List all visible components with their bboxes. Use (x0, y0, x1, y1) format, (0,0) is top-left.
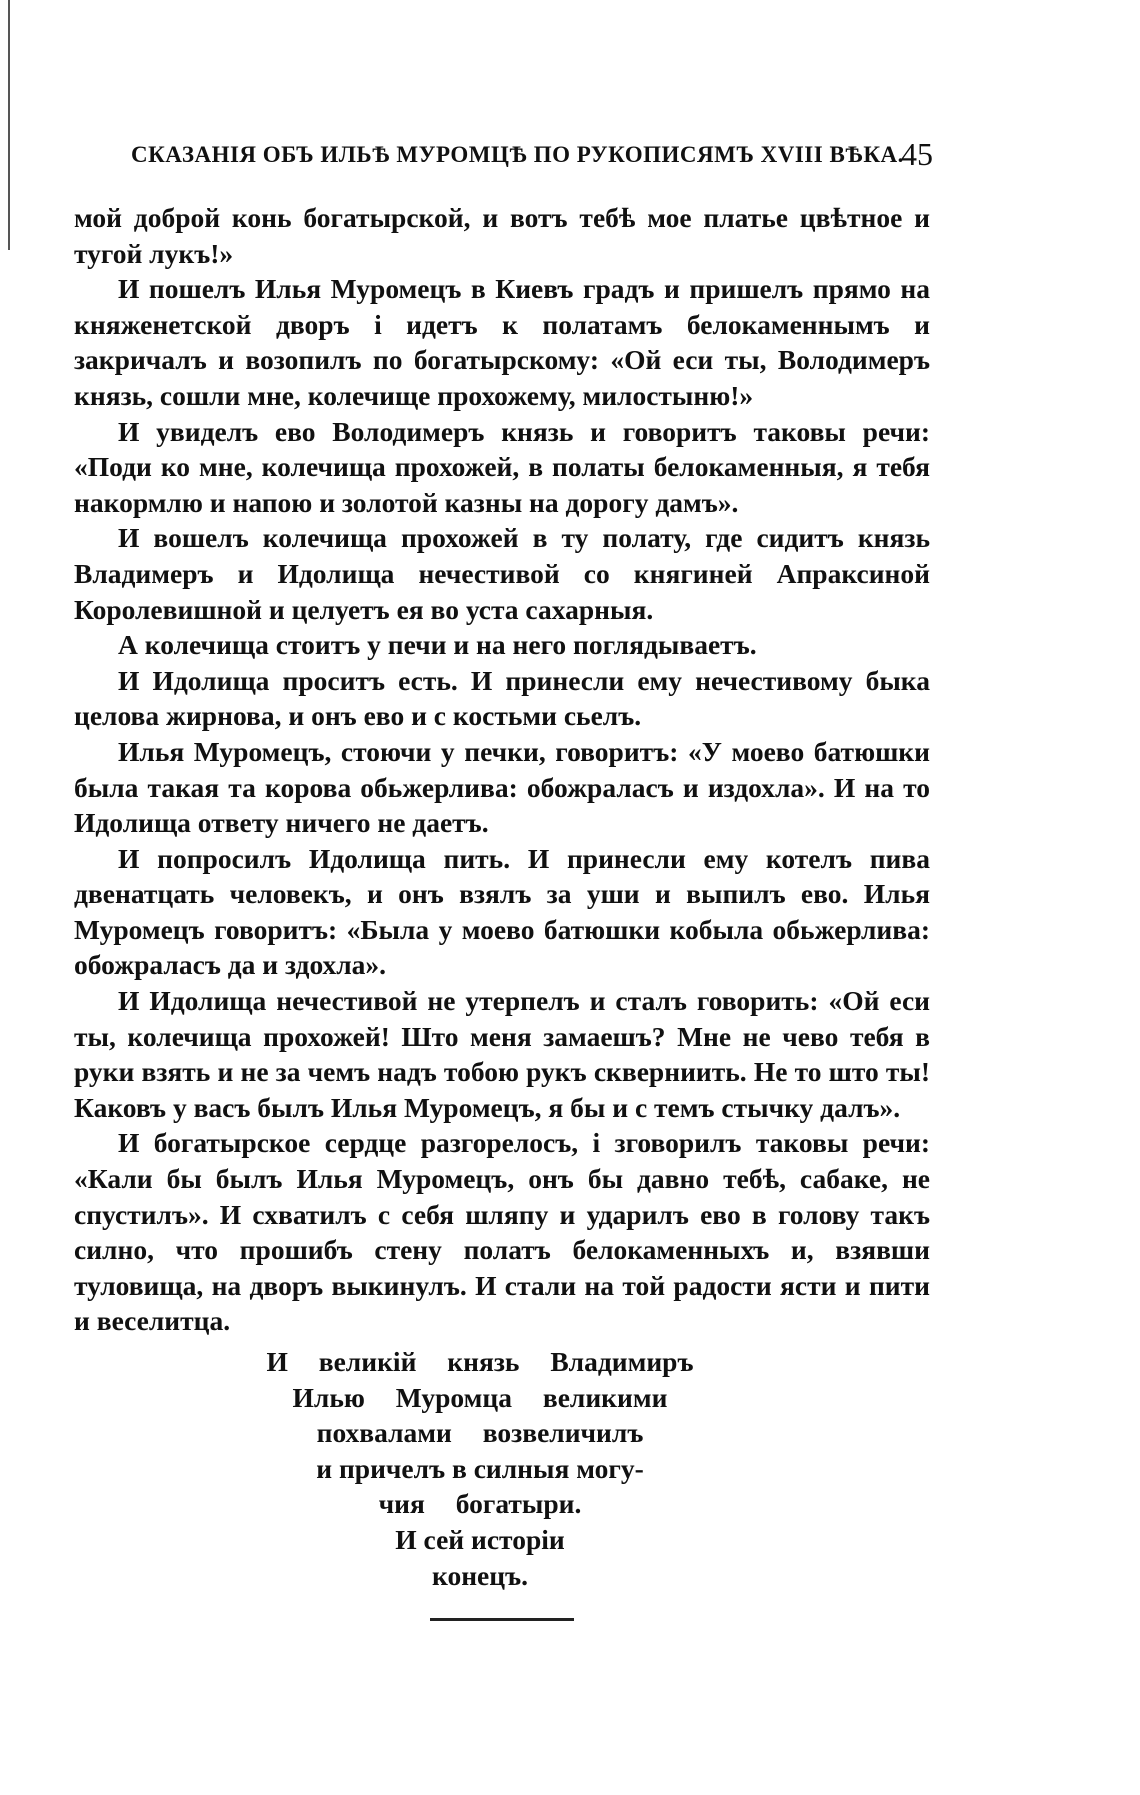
body-text (74, 200, 930, 1339)
end-rule (430, 1618, 574, 1621)
paragraph: И увиделъ ево Володимеръ князь и говоритъ таковы речи: «Поди ко мне, колечища прохожей, в полаты белокаменныя, я тебя накормлю и напою и золотой казны на дорогу дамъ». (74, 415, 930, 518)
paragraph: И Идолища проситъ есть. И принесли ему нечестивому быка целова жирнова, и онъ ево и с костьми сьелъ. (74, 664, 930, 732)
paragraph: И Идолища нечестивой не утерпелъ и сталъ говорить: «Ой еси ты, колечища прохожей! Што меня замаешъ? Мне не чево тебя в руки взять и не за чемъ надъ тобою рукъ скверниить. Не то што ты! Каковъ у васъ былъ Илья Муромецъ, я бы и с темъ стычку далъ». (74, 985, 930, 1123)
ending-line: конецъ. (431, 1559, 529, 1591)
ending-line: похвалами возвеличилъ (316, 1417, 644, 1449)
page-header (131, 136, 931, 176)
paragraph: И вошелъ колечища прохожей в ту полату, где сидитъ князь Владимеръ и Идолища нечестивой со княгиней Апраксиной Королевишной и целуетъ ея во уста сахарныя. (74, 522, 930, 625)
ending-line: чия богатыри. (378, 1488, 582, 1520)
running-title: СКАЗАНІЯ ОБЪ ИЛЬѢ МУРОМЦѢ ПО РУКОПИСЯМЪ XVIII ВѢКА. (131, 142, 904, 167)
page-number: 45 (901, 136, 933, 172)
ending-line: И великій князь Владимиръ (266, 1346, 694, 1377)
paragraph: И пошелъ Илья Муромецъ в Киевъ градъ и пришелъ прямо на княженетской дворъ і идетъ к полатамъ белокаменнымъ и закричалъ и возопилъ по богатырскому: «Ой еси ты, Володимеръ князь, сошли мне, колечище прохожему, милостыню!» (74, 273, 930, 411)
paragraph: мой доброй конь богатырской, и вотъ тебѣ мое платье цвѣтное и тугой лукъ!» (74, 202, 930, 269)
paragraph: И богатырское сердце разгорелосъ, і зговорилъ таковы речи: «Кали бы былъ Илья Муромецъ, онъ бы давно тебѣ, сабаке, не спустилъ». И схватилъ с себя шляпу и ударилъ ево в голову такъ силно, что прошибъ стену полатъ белокаменныхъ и, взявши туловища, на дворъ выкинулъ. И стали на той радости ясти и пити и веселитца. (74, 1127, 930, 1337)
page-edge-line (8, 0, 10, 250)
ending-line: И сей исторіи (395, 1523, 565, 1555)
paragraph: И попросилъ Идолища пить. И принесли ему котелъ пива двенатцать человекъ, и онъ взялъ за уши и выпилъ ево. Илья Муромецъ говоритъ: «Была у моево батюшки кобыла обьжерлива: обожраласъ да и здохла». (74, 842, 930, 981)
ending-line: Илью Муромца великими (292, 1381, 668, 1413)
ending-block (180, 1344, 780, 1593)
ending-line: и причелъ в силныя могу- (316, 1452, 644, 1484)
paragraph: Илья Муромецъ, стоючи у печки, говоритъ: «У моево батюшки была такая та корова обьжерлива: обожраласъ и издохла». И на то Идолища ответу ничего не даетъ. (74, 735, 930, 839)
paragraph: А колечища стоитъ у печи и на него поглядываетъ. (118, 629, 757, 661)
